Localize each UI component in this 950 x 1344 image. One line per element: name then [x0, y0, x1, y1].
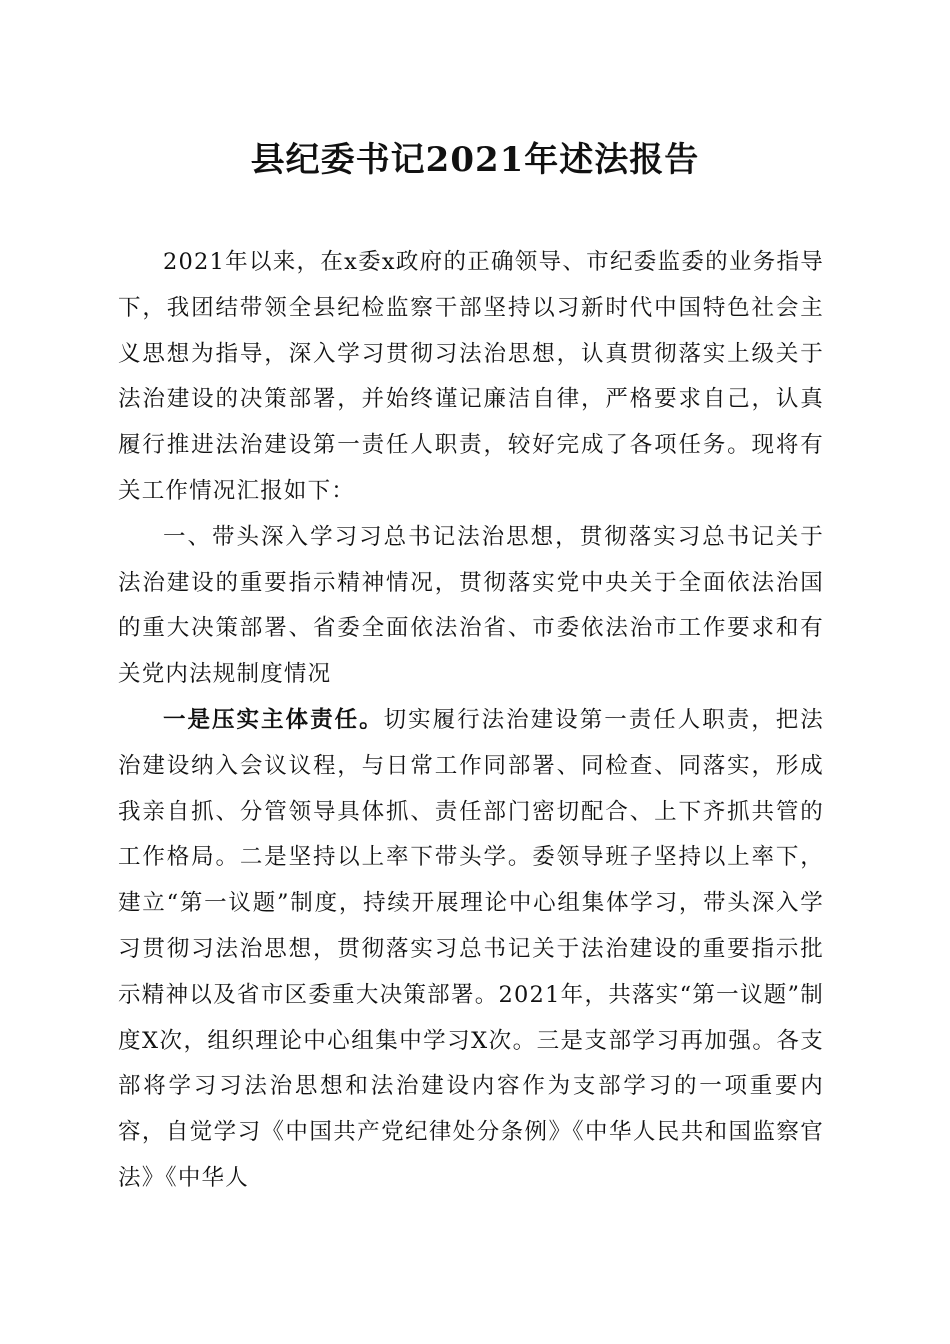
document-title: 县纪委书记2021年述法报告	[250, 140, 700, 180]
paragraph-1	[118, 698, 824, 1202]
paragraph-1-lead: 一是压实主体责任。	[163, 706, 384, 733]
section-heading: 一、带头深入学习习总书记法治思想，贯彻落实习总书记关于法治建设的重要指示精神情况，贯彻落实党中央关于全面依法治国的重大决策部署、省委全面依法治省、市委依法治市工作要求和有关党内法规制度情况	[118, 523, 824, 688]
intro-paragraph: 2021年以来，在x委x政府的正确领导、市纪委监委的业务指导下，我团结带领全县纪检监察干部坚持以习新时代中国特色社会主义思想为指导，深入学习贯彻习法治思想，认真贯彻落实上级关于法治建设的决策部署，并始终谨记廉洁自律，严格要求自己，认真履行推进法治建设第一责任人职责，较好完成了各项任务。现将有关工作情况汇报如下：	[118, 249, 824, 504]
document-body	[118, 240, 824, 1202]
paragraph-1-body: 切实履行法治建设第一责任人职责，把法治建设纳入会议议程，与日常工作同部署、同检查、同落实，形成我亲自抓、分管领导具体抓、责任部门密切配合、上下齐抓共管的工作格局。二是坚持以上率下带头学。委领导班子坚持以上率下，建立“第一议题”制度，持续开展理论中心组集体学习，带头深入学习贯彻习法治思想，贯彻落实习总书记关于法治建设的重要指示批示精神以及省市区委重大决策部署。2021年，共落实“第一议题”制度X次，组织理论中心组集中学习X次。三是支部学习再加强。各支部将学习习法治思想和法治建设内容作为支部学习的一项重要内容，自觉学习《中国共产党纪律处分条例》《中华人民共和国监察官法》《中华人	[118, 706, 824, 1191]
